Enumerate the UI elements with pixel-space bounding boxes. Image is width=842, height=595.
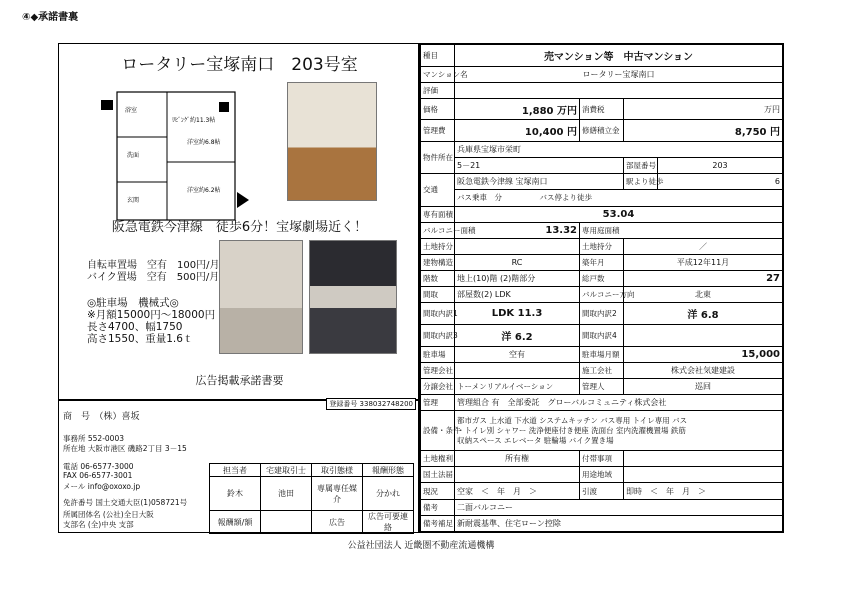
spec-label: 交通 — [421, 174, 455, 206]
room-detail-2: 洋 6.8 — [624, 303, 783, 325]
parking-status: 空有 — [455, 346, 580, 362]
total-units: 27 — [624, 271, 783, 287]
mgmt-fee-value — [455, 120, 580, 142]
delivery-value: 即時 — [626, 486, 642, 496]
tax-unit: 万円 — [624, 98, 783, 120]
company-name: 商 号 （株）喜坂 — [63, 412, 140, 422]
spec-table — [420, 44, 783, 532]
yen-unit: 円 — [770, 127, 780, 139]
land-share: ／ — [624, 238, 783, 254]
floor-area: 53.04 — [455, 206, 783, 222]
spec-label: 価格 — [421, 98, 455, 120]
parking-line: バイク置場 空有 500円/月 — [87, 272, 220, 283]
spec-label: 管理会社 — [421, 362, 455, 378]
bus-info: バス乗車 分 バス停より徒歩 — [455, 190, 783, 206]
svg-text:洋室約6.8帖: 洋室約6.8帖 — [187, 139, 221, 146]
spec-label: マンション名 — [421, 66, 455, 82]
status-value: 空家 — [457, 486, 473, 496]
staff-header: 担当者 — [210, 464, 261, 477]
company-line: 支部名 (全)中央 支部 — [63, 520, 134, 529]
spec-label: 間取内訳3 — [421, 325, 455, 347]
property-panel — [58, 43, 419, 400]
repair-fund-value — [624, 120, 783, 142]
spec-label: 専有面積 — [421, 206, 455, 222]
svg-text:洋室約6.2帖: 洋室約6.2帖 — [187, 187, 221, 194]
spec-label: 駐車場 — [421, 346, 455, 362]
parking-line: 自転車置場 空有 100円/月 — [87, 260, 220, 271]
spec-label: 施工会社 — [580, 362, 624, 378]
land-rights: 所有権 — [455, 451, 580, 467]
slogan: 阪急電鉄今津線 徒歩6分！宝塚劇場近く！ — [111, 220, 368, 235]
room-photo — [287, 82, 377, 201]
spec-label: 消費税 — [580, 98, 624, 120]
ad-row-cell: 広告 — [312, 511, 363, 534]
remarks-supplement: 新耐震基準、住宅ローン控除 — [455, 515, 783, 531]
svg-text:玄関: 玄関 — [127, 197, 140, 204]
staff-header: 取引態様 — [312, 464, 363, 477]
spec-label: 駐車場月額 — [580, 346, 624, 362]
spec-label: 備考 — [421, 499, 455, 515]
spec-label: 管理費 — [421, 120, 455, 142]
company-line: 所在地 大阪市港区 磯路2丁目 3－15 — [63, 444, 187, 453]
kitchen-photo — [309, 240, 397, 354]
spec-label: バルコニー方向 — [580, 287, 624, 303]
balcony-direction: 北東 — [624, 287, 783, 303]
room-detail-3: 洋 6.2 — [455, 325, 580, 347]
spec-label: 修繕積立金 — [580, 120, 624, 142]
spec-empty — [455, 467, 580, 483]
developer: トーメンリアルイベーション — [455, 378, 580, 394]
spec-label: 種目 — [421, 45, 455, 67]
parking-fee: 15,000 — [624, 346, 783, 362]
ad-row-cell: 広告可要連絡 — [363, 511, 414, 534]
spec-label: 管理人 — [580, 378, 624, 394]
price-value — [455, 98, 580, 120]
layout: 部屋数(2) LDK — [455, 287, 580, 303]
price: 1,880 — [521, 105, 554, 117]
repair-fund: 8,750 — [734, 127, 767, 139]
spec-label: 間取内訳2 — [580, 303, 624, 325]
spec-table-box — [419, 43, 784, 533]
room-detail-1: LDK 11.3 — [455, 303, 580, 325]
spec-empty — [624, 451, 783, 467]
spec-label: 築年月 — [580, 255, 624, 271]
management-form: 管理組合 有 全部委託 グローバルコミュニティ株式会社 — [455, 395, 783, 411]
spec-label: 総戸数 — [580, 271, 624, 287]
spec-label: 評価 — [421, 82, 455, 98]
station: 阪急電鉄今津線 宝塚南口 — [455, 174, 624, 190]
building-name: ロータリー宝塚南口 — [455, 66, 783, 82]
staff-header: 報酬形態 — [363, 464, 414, 477]
address-number: 5－21 — [455, 158, 624, 174]
remarks: 二面バルコニー — [455, 499, 783, 515]
contractor: 株式会社気建建設 — [624, 362, 783, 378]
lot-line: 高さ1550、重量1.6ｔ — [87, 333, 194, 345]
equipment — [455, 411, 783, 451]
property-type: 売マンション等 中古マンション — [455, 45, 783, 67]
spec-label: 用途地域 — [580, 467, 624, 483]
staff-value: 池田 — [261, 477, 312, 511]
staff-value: 専属専任媒介 — [312, 477, 363, 511]
spec-label: 間取内訳1 — [421, 303, 455, 325]
balcony-area: 13.32 — [455, 222, 580, 238]
address: 兵庫県宝塚市栄町 — [455, 141, 783, 157]
company-line: メール info@oxoxo.jp — [63, 482, 141, 491]
spec-empty — [624, 325, 783, 347]
mgmt-fee: 10,400 — [524, 127, 564, 139]
spec-label: 駅より徒歩 — [624, 174, 658, 190]
company-line: 所属団体名 (公社)全日大阪 — [63, 510, 154, 519]
spec-empty — [455, 82, 783, 98]
company-line: 事務所 552-0003 — [63, 434, 124, 443]
spec-label: 付帯事項 — [580, 451, 624, 467]
spec-label: 国土法届 — [421, 467, 455, 483]
spec-label: 管理 — [421, 395, 455, 411]
spec-label: 土地持分 — [580, 238, 624, 254]
structure: RC — [455, 255, 580, 271]
company-line: 電話 06-6577-3000 — [63, 462, 134, 471]
footer-organization: 公益社団法人 近畿圏不動産流通機構 — [347, 541, 495, 551]
property-title: ロータリー宝塚南口 203号室 — [121, 55, 358, 75]
spec-label: 階数 — [421, 271, 455, 287]
document-header: ④◆承諾書裏 — [22, 12, 79, 23]
company-line: 免許番号 国土交通大臣(1)058721号 — [63, 498, 188, 507]
svg-text:ﾘﾋﾞﾝｸﾞ約11.3帖: ﾘﾋﾞﾝｸﾞ約11.3帖 — [172, 117, 216, 124]
price-unit: 万円 — [557, 105, 577, 117]
spec-label: 現況 — [421, 483, 455, 499]
lot-line: ◎駐車場 機械式◎ — [87, 297, 179, 309]
current-status: 空家 ＜ 年 月 ＞ — [455, 483, 580, 499]
equipment-line: ・トイレ別 シャワー 洗浄便座付き便座 洗面台 室内洗濯機置場 鉄筋 — [457, 425, 686, 435]
company-box — [58, 400, 419, 533]
company-line: FAX 06-6577-3001 — [63, 471, 133, 480]
spec-label: バルコニー面積 — [421, 222, 455, 238]
spec-label: 分譲会社 — [421, 378, 455, 394]
spec-label: 建物構造 — [421, 255, 455, 271]
walk-minutes: 6 — [658, 174, 783, 190]
spec-label: 引渡 — [580, 483, 624, 499]
spec-label: 備考補足 — [421, 515, 455, 531]
spec-label: 部屋番号 — [624, 158, 658, 174]
ad-row-cell — [261, 511, 312, 534]
delivery: 即時 ＜ 年 月 ＞ — [624, 483, 783, 499]
ad-consent-note: 広告掲載承諾書要 — [195, 374, 284, 387]
lot-line: 長さ4700、幅1750 — [87, 321, 183, 333]
staff-table — [209, 463, 414, 534]
manager-type: 巡回 — [624, 378, 783, 394]
spec-label: 専用庭面積 — [580, 222, 783, 238]
spec-empty — [455, 362, 580, 378]
spec-label: 間取 — [421, 287, 455, 303]
lot-line: ※月額15000円〜18000円 — [87, 309, 216, 321]
spec-label: 物件所在 — [421, 141, 455, 173]
registration-number: 登録番号 338032748200 — [326, 398, 416, 410]
spec-empty — [455, 238, 580, 254]
staff-value: 鈴木 — [210, 477, 261, 511]
spec-label: 設備・条件 — [421, 411, 455, 451]
equipment-line: 収納スペース エレベータ 駐輪場 バイク置き場 — [457, 435, 614, 445]
svg-text:浴室: 浴室 — [125, 107, 138, 114]
spec-label: 土地持分 — [421, 238, 455, 254]
room-number: 203 — [658, 158, 783, 174]
bath-photo — [219, 240, 303, 354]
staff-header: 宅建取引士 — [261, 464, 312, 477]
svg-text:洗面: 洗面 — [127, 152, 140, 159]
spec-label: 土地権利 — [421, 451, 455, 467]
yen-unit: 円 — [567, 127, 577, 139]
equipment-line: 都市ガス 上水道 下水道 システムキッチン バス専用 トイレ専用 バス — [457, 415, 688, 425]
built-date: 平成12年11月 — [624, 255, 783, 271]
staff-value: 分かれ — [363, 477, 414, 511]
floors: 地上(10)階 (2)階部分 — [455, 271, 580, 287]
spec-label: 間取内訳4 — [580, 325, 624, 347]
bike-parking-info — [87, 260, 219, 284]
ad-row-cell: 報酬額/額 — [210, 511, 261, 534]
parking-lot-info — [87, 297, 215, 345]
spec-empty — [624, 467, 783, 483]
